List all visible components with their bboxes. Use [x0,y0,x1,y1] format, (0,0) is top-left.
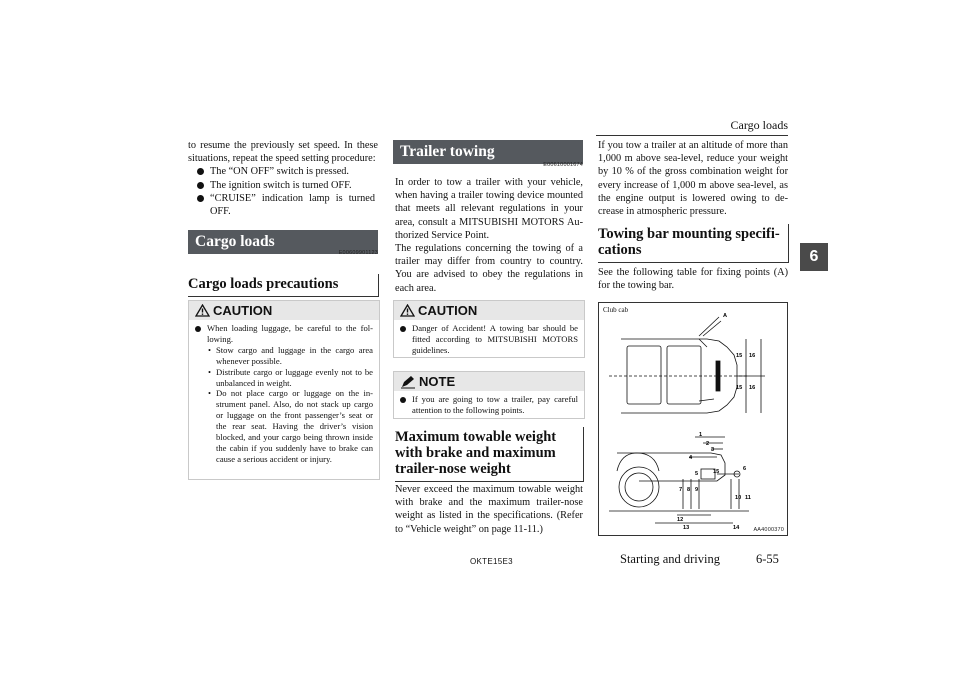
header-rule [596,135,788,136]
warning-triangle-icon [195,304,210,317]
bullet-item: The ignition switch is turned OFF. [188,179,378,192]
bullet-list [188,165,378,218]
dim-label: 16 [749,353,756,359]
diagram-caption: Club cab [603,306,629,314]
dim-label: 15 [713,469,720,475]
section-code: E00610001674 [543,162,583,168]
dim-label: 9 [695,487,699,493]
footer-section: Starting and driving [620,552,720,566]
dim-label: 1 [699,432,703,438]
column-1 [188,139,378,218]
subsection-title-max-towable: Maximum towable weight with brake and maximum trailer-nose weight [395,427,584,482]
dim-label: 6 [743,466,747,472]
caution-item-text: When loading luggage, be careful to the fol-lowing. [207,323,373,344]
vehicle-diagram-drawing [599,303,787,535]
footer-page-number: 6-55 [756,552,779,566]
dim-label: 15 [736,353,743,359]
dim-label: 16 [749,385,756,391]
caution-box [188,300,380,480]
footer-ref-code: OKTE15E3 [470,557,513,566]
caution-sublist [207,345,373,465]
bullet-item: The “ON OFF” switch is pressed. [188,165,378,178]
bullet-dot [400,397,406,403]
altitude-paragraph: If you tow a trailer at an altitude of more than 1,000 m above sea-level, reduce your weight by 10 % of the gross combination weight for every increase of 1,000 m above sea-level, as the engine output is lowered owing to de-crease in atmospheric pressure. [598,140,788,218]
note-header [394,372,584,391]
dim-label: 12 [677,517,684,523]
caution-subitem: • Distribute cargo or luggage evenly not to be unbalanced in weight. [207,367,373,389]
bullet-dot [400,326,406,332]
caution-item [400,323,578,356]
trailer-paragraph-1: In order to tow a trailer with your vehicle, when having a trailer towing device mounted that meets all relevant regulations in your area, consult a MITSUBISHI MOTORS Au-thorized Service Point. [395,177,583,241]
section-title-cargo-loads: Cargo loads [188,230,378,254]
dim-label: 11 [745,495,751,501]
point-a-label: A [723,313,728,319]
bullet-dot [195,326,201,332]
pencil-icon [400,375,416,389]
caution-header [189,301,379,320]
caution-subitem: • Stow cargo and luggage in the cargo area whenever possible. [207,345,373,367]
dim-label: 15 [736,385,743,391]
note-item-text: If you are going to tow a trailer, pay careful attention to the following points. [412,394,578,415]
trailer-paragraph-2: The regulations concerning the towing of a trailer may differ from country to country. You are advised to obey the regulations in each area. [395,243,583,294]
caution-box [393,300,585,358]
section-code: E00609901123 [338,250,378,256]
note-label: NOTE [419,374,456,389]
column-2 [395,176,583,295]
caution-header [394,301,584,320]
towing-bar-diagram [598,302,788,536]
caution-item [195,323,373,465]
dim-label: 7 [679,487,683,493]
chapter-tab: 6 [800,243,828,271]
caution-subitem: • Do not place cargo or luggage on the in-strument panel. Also, do not stack up cargo or luggage on the front passenger’s seat or the rear seat. Having the driver’s vision blocked, and your cargo being thrown inside the cabin if you suddenly have to brake can cause a serious accident or injury. [207,388,373,464]
note-item [400,394,578,416]
intro-text: to resume the previously set speed. In these situations, repeat the speed setting procedure: [188,140,378,165]
caution-label: CAUTION [418,303,478,318]
dim-label: 5 [695,471,699,477]
diagram-code: AA4000370 [753,527,784,533]
dim-label: 14 [733,525,740,531]
bullet-item: “CRUISE” indication lamp is turned OFF. [188,192,378,218]
dim-label: 8 [687,487,691,493]
subsection-title-cargo-precautions: Cargo loads precautions [188,274,379,297]
subsection-title-towing-bar: Towing bar mounting specifi-cations [598,224,789,263]
towing-bar-paragraph: See the following table for fixing points (A) for the towing bar. [598,267,788,292]
dim-label: 4 [689,455,693,461]
running-header-title: Cargo loads [730,118,788,132]
towable-weight-paragraph: Never exceed the maximum towable weight with brake and the maximum trailer-nose weight as listed in the specifications. (Refer to “Vehicle weight” on page 11-11.) [395,484,583,535]
section-title-trailer-towing: Trailer towing [393,140,583,164]
dim-label: 2 [706,441,710,447]
caution-item-text: Danger of Accident! A towing bar should be fitted according to MITSUBISHI MOTORS guidelines. [412,323,578,355]
note-box [393,371,585,419]
caution-label: CAUTION [213,303,273,318]
warning-triangle-icon [400,304,415,317]
dim-label: 13 [683,525,690,531]
dim-label: 3 [711,447,715,453]
dim-label: 10 [735,495,742,501]
